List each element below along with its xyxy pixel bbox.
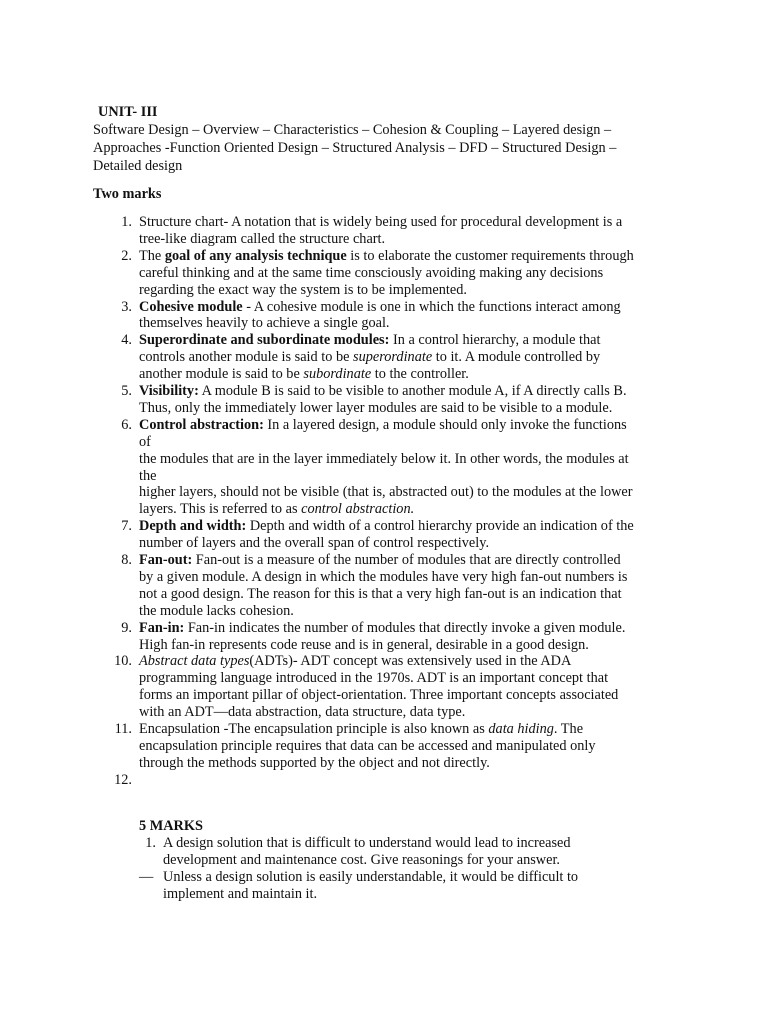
text-run: In a layered design, a module should only invoke the functions [263, 416, 627, 433]
list-item-number: 2. [121, 247, 132, 264]
list-item-line [139, 670, 608, 687]
answer-bullet: — [139, 869, 154, 885]
text-run: to the controller. [371, 366, 469, 383]
text-run: In a control hierarchy, a module that [389, 332, 601, 349]
list-item-number: 10. [114, 653, 132, 670]
list-item-line [139, 755, 490, 772]
list-item-line [139, 620, 625, 637]
text-run: Depth and width of a control hierarchy provide an indication of the [246, 518, 634, 535]
text-run: higher layers, should not be visible (that is, abstracted out) to the modules at the lower [139, 484, 633, 501]
text-run: the [139, 467, 157, 484]
italic-term: data hiding [488, 721, 554, 737]
italic-term: control abstraction. [301, 501, 415, 518]
list-item-number: 3. [121, 298, 132, 315]
text-run: controls another module is said to be [139, 349, 354, 366]
list-item-line [139, 315, 390, 332]
list-item-number: 1. [145, 835, 156, 851]
bold-term: Cohesive module [139, 298, 243, 315]
text-run: forms an important pillar of object-orientation. Three important concepts associated [139, 687, 619, 704]
list-item-line [139, 738, 596, 755]
two-marks-heading: Two marks [93, 186, 162, 202]
italic-term: Abstract data types [139, 653, 250, 670]
text-run: of [139, 433, 151, 450]
answer-line: implement and maintain it. [163, 886, 318, 902]
text-run: the module lacks cohesion. [139, 602, 294, 619]
text-run: Structure chart- A notation that is widely being used for procedural development is a [139, 214, 623, 230]
list-item-line [139, 417, 627, 434]
text-run: . The [553, 721, 584, 737]
list-item-line [139, 349, 600, 366]
list-item-line [139, 721, 583, 738]
text-run: Encapsulation -The encapsulation principle is also known as [139, 721, 489, 737]
text-run: A module B is said to be visible to another module A, if A directly calls B. [198, 383, 627, 399]
list-item-line [139, 535, 489, 552]
bold-term: Control abstraction: [139, 416, 264, 433]
list-item-number: 6. [121, 416, 132, 433]
text-run: regarding the exact way the system is to be implemented. [139, 281, 467, 298]
text-run: Fan-in indicates the number of modules that directly invoke a given module. [184, 619, 626, 636]
list-item-number: 12. [114, 771, 132, 788]
list-item-line [139, 332, 600, 349]
list-item-number: 5. [121, 383, 132, 399]
list-item-line [139, 299, 621, 316]
list-item-line [139, 501, 414, 518]
text-run: The [139, 247, 165, 264]
syllabus-line: Detailed design [93, 158, 183, 174]
list-item-line [139, 586, 622, 603]
text-run: careful thinking and at the same time consciously avoiding making any decisions [139, 264, 604, 281]
bold-term: Fan-out: [139, 552, 193, 568]
italic-term: superordinate [353, 349, 433, 366]
bold-term: Fan-in: [139, 619, 185, 636]
text-run: through the methods supported by the object and not directly. [139, 754, 490, 771]
text-run: Fan-out is a measure of the number of modules that are directly controlled [192, 552, 621, 568]
list-item-line [139, 637, 589, 654]
text-run: with an ADT—data abstraction, data structure, data type. [139, 704, 466, 721]
question-line: A design solution that is difficult to understand would lead to increased [163, 835, 571, 851]
text-run: by a given module. A design in which the modules have very high fan-out numbers is [139, 568, 628, 585]
text-run: not a good design. The reason for this is that a very high fan-out is an indication that [139, 585, 622, 602]
list-item-line [139, 552, 621, 569]
list-item-line [139, 704, 465, 721]
text-run: to it. A module controlled by [432, 349, 601, 366]
list-item-line [139, 282, 467, 299]
syllabus-line: Approaches -Function Oriented Design – Structured Analysis – DFD – Structured Design – [93, 140, 617, 156]
list-item-line [139, 451, 629, 468]
list-item-line [139, 265, 603, 282]
list-item-number: 9. [121, 619, 132, 636]
list-item-line [139, 214, 622, 231]
bold-term: goal of any analysis technique [164, 247, 347, 264]
list-item-line [139, 366, 469, 383]
list-item-number: 11. [114, 721, 132, 737]
text-run: Thus, only the immediately lower layer modules are said to be visible to a module. [139, 399, 613, 416]
text-run: another module is said to be [139, 366, 304, 383]
five-marks-heading: 5 MARKS [139, 818, 203, 834]
list-item-line [139, 383, 627, 400]
list-item-line [139, 569, 627, 586]
bold-term: Visibility: [139, 383, 199, 399]
italic-term: subordinate [303, 366, 372, 383]
list-item-line [139, 468, 156, 485]
text-run: programming language introduced in the 1970s. ADT is an important concept that [139, 670, 609, 687]
list-item-number: 1. [121, 214, 132, 230]
bold-term: Superordinate and subordinate modules: [139, 332, 390, 349]
list-item-number: 8. [121, 552, 132, 568]
list-item-line [139, 231, 385, 248]
text-run: tree-like diagram called the structure chart. [139, 230, 386, 247]
syllabus-line: Software Design – Overview – Characteristics – Cohesion & Coupling – Layered design – [93, 122, 612, 138]
text-run: the modules that are in the layer immediately below it. In other words, the modules at [139, 450, 629, 467]
list-item-line [139, 484, 633, 501]
text-run: is to elaborate the customer requirements through [346, 247, 634, 264]
text-run: themselves heavily to achieve a single goal. [139, 315, 390, 332]
text-run: encapsulation principle requires that data can be accessed and manipulated only [139, 737, 596, 754]
text-run: (ADTs)- ADT concept was extensively used in the ADA [249, 653, 572, 670]
list-item-number: 4. [121, 332, 132, 349]
bold-term: Depth and width: [139, 518, 247, 535]
list-item-number: 7. [121, 518, 132, 535]
question-line: development and maintenance cost. Give reasonings for your answer. [163, 852, 561, 868]
list-item-line [139, 687, 618, 704]
answer-line: Unless a design solution is easily understandable, it would be difficult to [163, 869, 579, 885]
text-run: - A cohesive module is one in which the functions interact among [242, 298, 621, 315]
list-item-line [139, 434, 151, 451]
list-item-line [139, 653, 571, 670]
text-run: number of layers and the overall span of control respectively. [139, 535, 490, 552]
list-item-line [139, 603, 294, 620]
list-item-line [139, 518, 634, 535]
list-item-line [139, 400, 612, 417]
text-run: layers. This is referred to as [139, 501, 302, 518]
unit-title: UNIT- III [98, 104, 158, 120]
list-item-line [139, 248, 634, 265]
text-run: High fan-in represents code reuse and is in general, desirable in a good design. [139, 636, 589, 653]
